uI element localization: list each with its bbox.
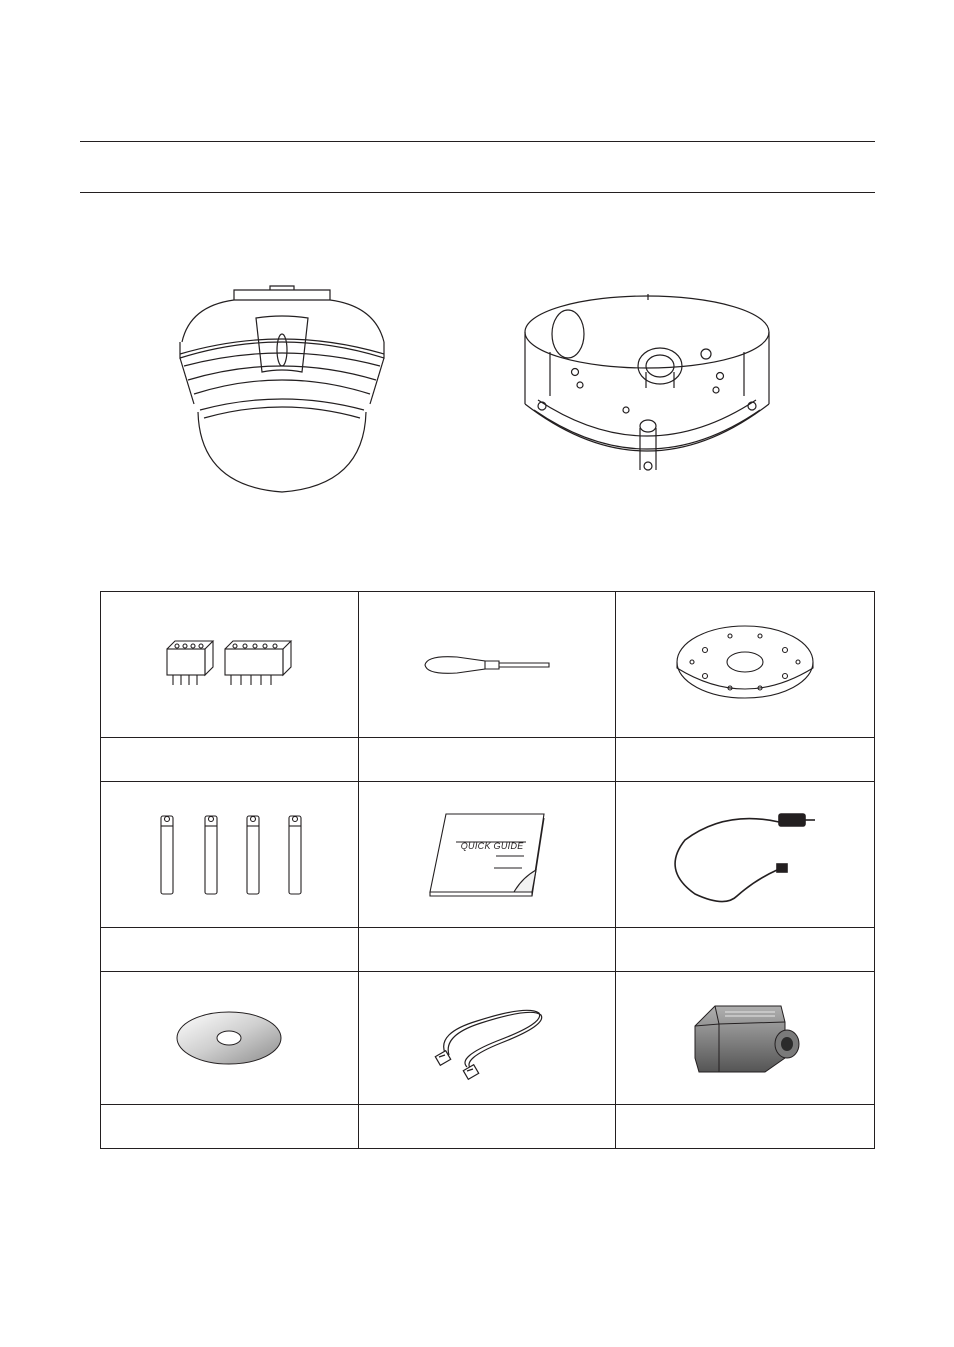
- support-rods-icon: [149, 810, 309, 900]
- accessory-image-cell: [101, 592, 359, 738]
- accessories-table: [100, 591, 875, 1149]
- power-cable-icon: [665, 800, 825, 910]
- accessory-image-cell: [616, 592, 875, 738]
- accessory-caption: [358, 738, 616, 782]
- mounting-plate-icon: [670, 622, 820, 708]
- quick-guide-booklet-icon: [422, 810, 552, 900]
- header-rule-bottom: [80, 192, 875, 193]
- header-rule-top: [80, 141, 875, 142]
- network-cable-icon: [427, 993, 547, 1083]
- accessory-caption: [101, 1105, 359, 1149]
- accessory-caption: [616, 1105, 875, 1149]
- accessory-image-cell: [358, 972, 616, 1105]
- dome-camera-illustration: [170, 280, 395, 500]
- accessory-image-cell: [101, 782, 359, 928]
- quick-guide-label: QUICK GUIDE: [460, 841, 524, 851]
- accessory-caption: [358, 928, 616, 972]
- mounting-base-illustration: [520, 292, 775, 482]
- ferrite-core-icon: [685, 998, 805, 1078]
- accessory-caption: [358, 1105, 616, 1149]
- accessory-image-cell: [358, 592, 616, 738]
- cd-disc-icon: [174, 1008, 284, 1068]
- accessory-image-cell: [358, 782, 616, 928]
- accessory-image-cell: [616, 972, 875, 1105]
- terminal-block-connectors-icon: [159, 635, 299, 695]
- accessory-caption: [101, 928, 359, 972]
- accessory-caption: [101, 738, 359, 782]
- screwdriver-icon: [417, 645, 557, 685]
- accessory-caption: [616, 928, 875, 972]
- accessory-image-cell: [616, 782, 875, 928]
- accessory-caption: [616, 738, 875, 782]
- accessory-image-cell: [101, 972, 359, 1105]
